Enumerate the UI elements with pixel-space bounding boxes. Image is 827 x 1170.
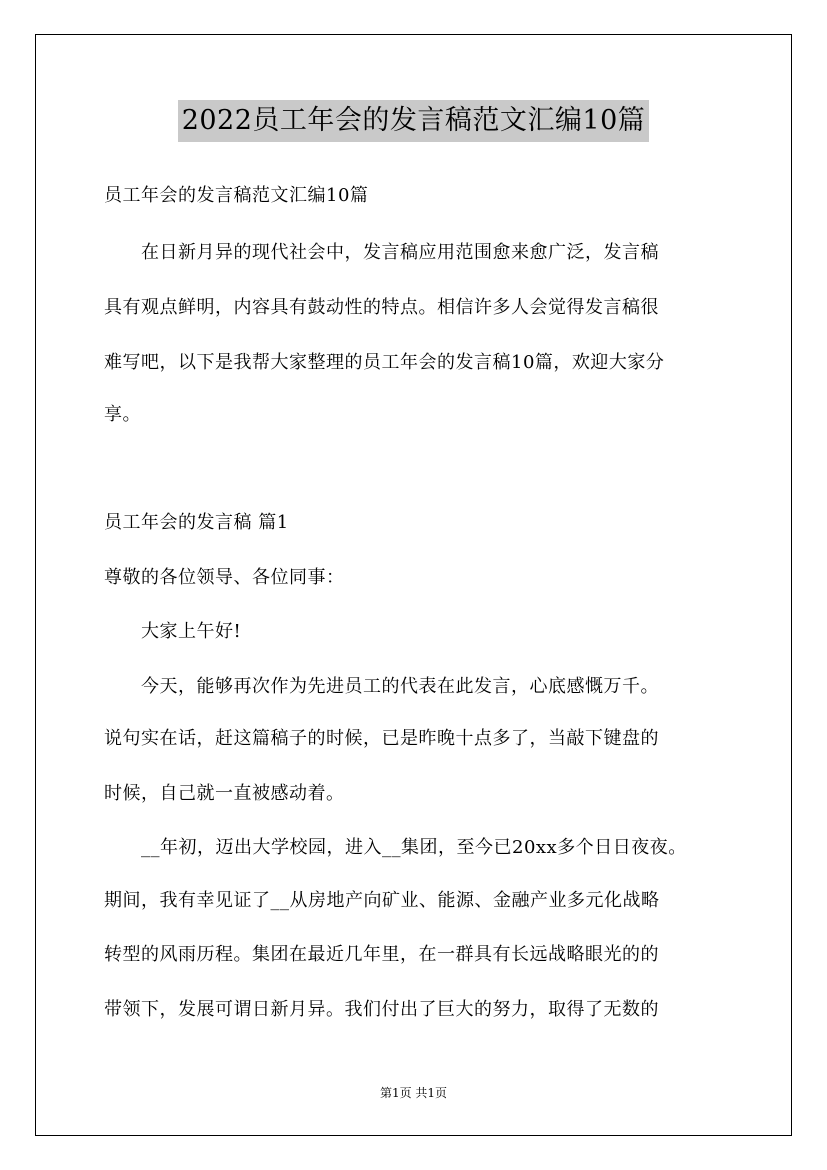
- intro-line-2: 具有观点鲜明，内容具有鼓动性的特点。相信许多人会觉得发言稿很: [104, 297, 659, 318]
- page-footer: 第1页 共1页: [379, 1086, 448, 1100]
- section-heading: 员工年会的发言稿 篇1: [104, 512, 289, 533]
- salutation: 尊敬的各位领导、各位同事：: [104, 567, 345, 588]
- body-line-2: 说句实在话，赶这篇稿子的时候，已是昨晚十点多了，当敲下键盘的: [104, 728, 659, 749]
- document-subtitle: 员工年会的发言稿范文汇编10篇: [104, 185, 369, 206]
- body-line-6: 转型的风雨历程。集团在最近几年里，在一群具有长远战略眼光的的: [104, 944, 659, 965]
- intro-line-1: 在日新月异的现代社会中，发言稿应用范围愈来愈广泛，发言稿: [141, 242, 659, 263]
- title-container: [0, 100, 827, 142]
- document-title: 2022员工年会的发言稿范文汇编10篇: [178, 100, 650, 142]
- body-line-4: __年初，迈出大学校园，进入__集团，至今已20xx多个日日夜夜。: [141, 837, 687, 858]
- body-line-5: 期间，我有幸见证了__从房地产向矿业、能源、金融产业多元化战略: [104, 890, 660, 911]
- body-line-1: 今天，能够再次作为先进员工的代表在此发言，心底感慨万千。: [141, 676, 659, 697]
- intro-line-3: 难写吧，以下是我帮大家整理的员工年会的发言稿10篇，欢迎大家分: [104, 352, 665, 373]
- greeting: 大家上午好!: [141, 621, 242, 642]
- body-line-7: 带领下，发展可谓日新月异。我们付出了巨大的努力，取得了无数的: [104, 999, 659, 1020]
- body-line-3: 时候，自己就一直被感动着。: [104, 783, 345, 804]
- intro-line-4: 享。: [104, 404, 141, 425]
